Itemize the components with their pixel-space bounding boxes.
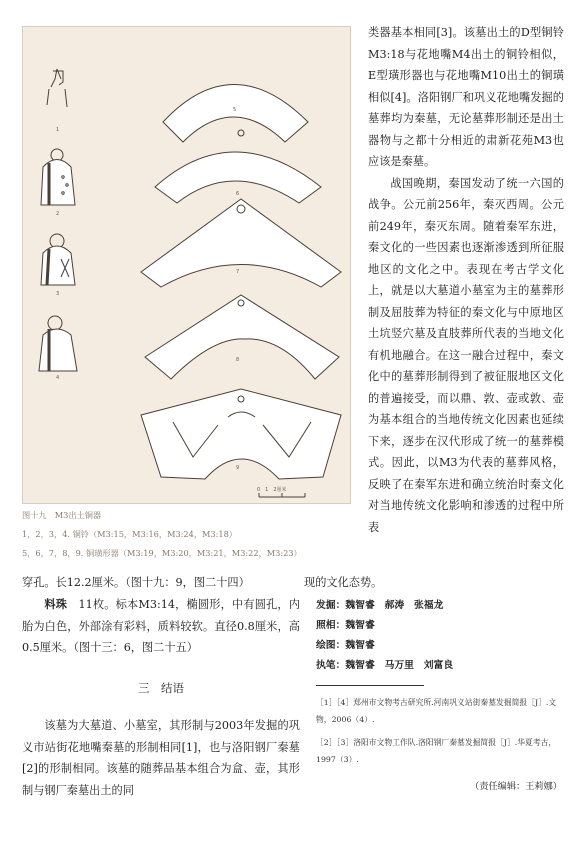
scale-bar [259,493,305,497]
item-number: 9 [236,465,240,471]
huang-8-drawing [145,295,339,379]
credit-photo: 照相：魏智睿 [316,620,375,631]
paragraph-tail: 现的文化态势。 [304,576,383,589]
references-divider [316,685,424,686]
paragraph: 穿孔。长12.2厘米。（图十九：9，图二十四） [22,576,250,589]
bell-3-drawing [41,234,75,285]
paragraph: 战国晚期，秦国发动了统一六国的战争。公元前256年，秦灭西周。公元前249年，秦灭东周。随着秦军东进，秦文化的一些因素也逐渐渗透到所征服地区的文化之中。表现在考古学文化上，就是以大墓道小墓室为主的墓葬形制及屈肢葬为特征的秦文化与中原地区土坑竖穴墓及直肢葬所代表的当地文化有机地融合。在这一融合过程中，秦文化中的墓葬形制得到了被征服地区文化的普遍接受，而以鼎、敦、壶或敦、壶为基本组合的当地传统文化因素也延续下来，逐步在汉代形成了统一的墓葬模式。因此，以M3为代表的墓葬风格，反映了在秦军东进和确立统治时秦文化对当地传统文化影响和渗透的过程中所表 [368,176,564,534]
beads-label: 料珠 [44,597,68,611]
scale-label: 0 1 2厘米 [257,487,287,493]
reference-2: ［2］［3］洛阳市文物工作队.洛阳钢厂秦墓发掘简报［J］.华夏考古，1997（3）. [316,738,557,764]
bell-2-drawing [41,149,75,205]
section-heading: 三 结语 [138,681,184,695]
item-number: 3 [56,291,60,297]
item-number: 4 [56,375,60,381]
beads-paragraph [22,594,300,659]
huang-9-drawing [141,389,341,479]
right-column [368,22,564,538]
item-number: 8 [236,357,240,363]
credit-excavation: 发掘：魏智睿 郝涛 张福龙 [316,600,444,611]
huang-5-drawing [163,85,308,143]
figure-caption-line1: 1，2，3，4. 铜铃（M3:15，M3:16，M3:24，M3:18） [22,529,237,539]
figure-plate [22,26,351,504]
item-number: 5 [233,107,237,113]
beads-text: 11枚。标本M3:14，椭圆形，中有圆孔，内胎为白色，外部涂有彩料，质料较软。直径0.8厘米，高0.5厘米。（图十三：6，图二十五） [22,598,300,654]
item-number: 2 [56,211,60,217]
item-number: 1 [56,127,60,133]
bronze-artifacts-drawing [23,27,352,505]
bell-1-drawing [47,69,67,107]
credit-drawing: 绘图：魏智睿 [316,640,375,651]
huang-7-drawing [141,199,341,287]
figure-caption-title: 图十九 M3出土铜器 [22,510,102,520]
conclusion-paragraph: 该墓为大墓道、小墓室，其形制与2003年发掘的巩义市站街花地嘴秦墓的形制相同[1]，也与洛阳钢厂秦墓[2]的形制相同。该墓的随葬品基本组合为盒、壶，其形制与钢厂秦墓出土的同 [22,719,300,797]
credit-author: 执笔：魏智睿 马万里 刘富良 [316,660,454,671]
item-number: 7 [236,269,240,275]
bell-4-drawing [39,316,77,371]
paragraph: 类器基本相同[3]。该墓出土的D型铜铃M3:18与花地嘴M4出土的铜铃相似，E型璜形器也与花地嘴M10出土的铜璜相似[4]。洛阳钢厂和巩义花地嘴发掘的墓葬均为秦墓，无论墓葬形制还是出土器物与之都十分相近的肃新花苑M3也应该是秦墓。 [368,26,564,168]
reference-1: ［1］［4］郑州市文物考古研究所.河南巩义站街秦墓发掘简报［J］.文物，2006（4）. [316,698,557,724]
editor-note: （责任编辑：王莉娜） [470,781,562,792]
item-number: 6 [236,191,240,197]
figure-caption-line2: 5，6，7，8，9. 铜璜形器（M3:19，M3:20，M3:21，M3:22，M3:23） [22,548,302,558]
